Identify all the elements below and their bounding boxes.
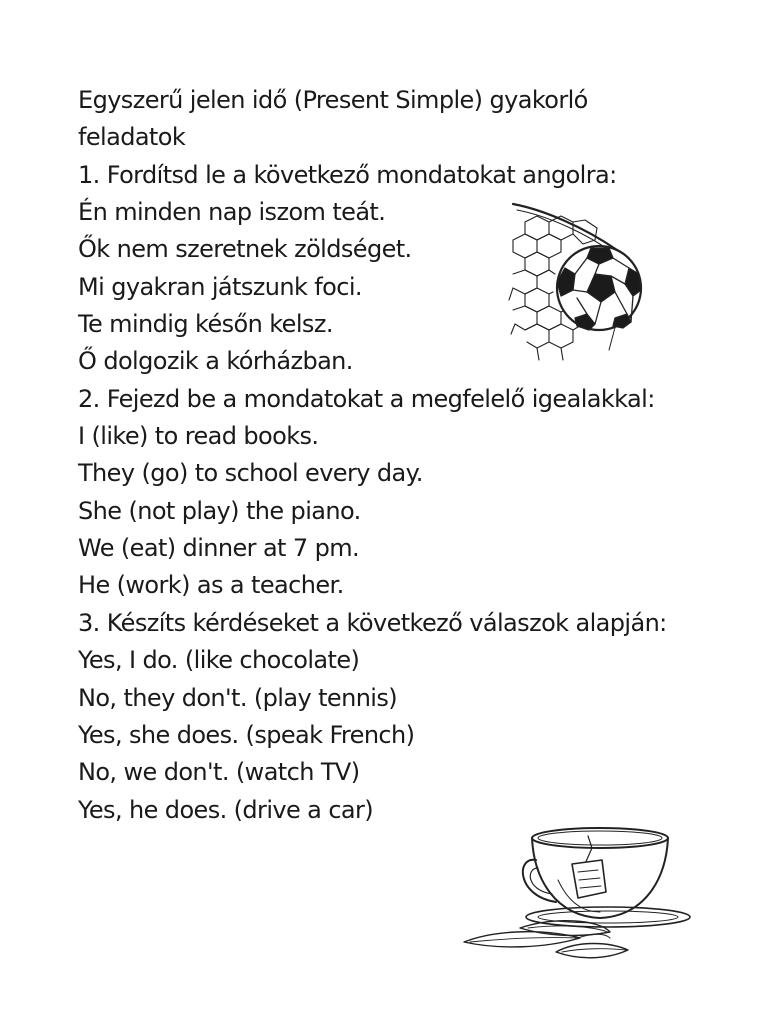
section-2-item: They (go) to school every day. [78, 459, 423, 488]
tea-cup-icon [460, 820, 700, 965]
section-1-item: Én minden nap iszom teát. [78, 198, 386, 227]
section-3-item: Yes, he does. (drive a car) [78, 795, 374, 824]
section-1-heading: 1. Fordítsd le a következő mondatokat angolra: [78, 160, 617, 189]
section-2-item: He (work) as a teacher. [78, 571, 344, 600]
worksheet-text [78, 82, 758, 829]
section-3-item: No, we don't. (watch TV) [78, 758, 360, 787]
section-3-item: Yes, I do. (like chocolate) [78, 646, 360, 675]
worksheet-title-line-2: feladatok [78, 123, 186, 152]
section-1-item: Te mindig későn kelsz. [78, 310, 333, 339]
section-3-item: No, they don't. (play tennis) [78, 683, 398, 712]
section-1-item: Ő dolgozik a kórházban. [78, 347, 353, 376]
section-2-item: She (not play) the piano. [78, 496, 361, 525]
section-2-item: We (eat) dinner at 7 pm. [78, 534, 360, 563]
section-3-heading: 3. Készíts kérdéseket a következő válaszok alapján: [78, 608, 667, 637]
worksheet-title-line-1: Egyszerű jelen idő (Present Simple) gyakorló [78, 86, 588, 114]
soccer-ball-in-net-icon [505, 200, 655, 365]
section-3-item: Yes, she does. (speak French) [78, 720, 415, 749]
section-2-heading: 2. Fejezd be a mondatokat a megfelelő igealakkal: [78, 384, 655, 413]
section-1-item: Mi gyakran játszunk foci. [78, 272, 362, 301]
section-1-item: Ők nem szeretnek zöldséget. [78, 235, 412, 264]
section-2-item: I (like) to read books. [78, 422, 319, 451]
